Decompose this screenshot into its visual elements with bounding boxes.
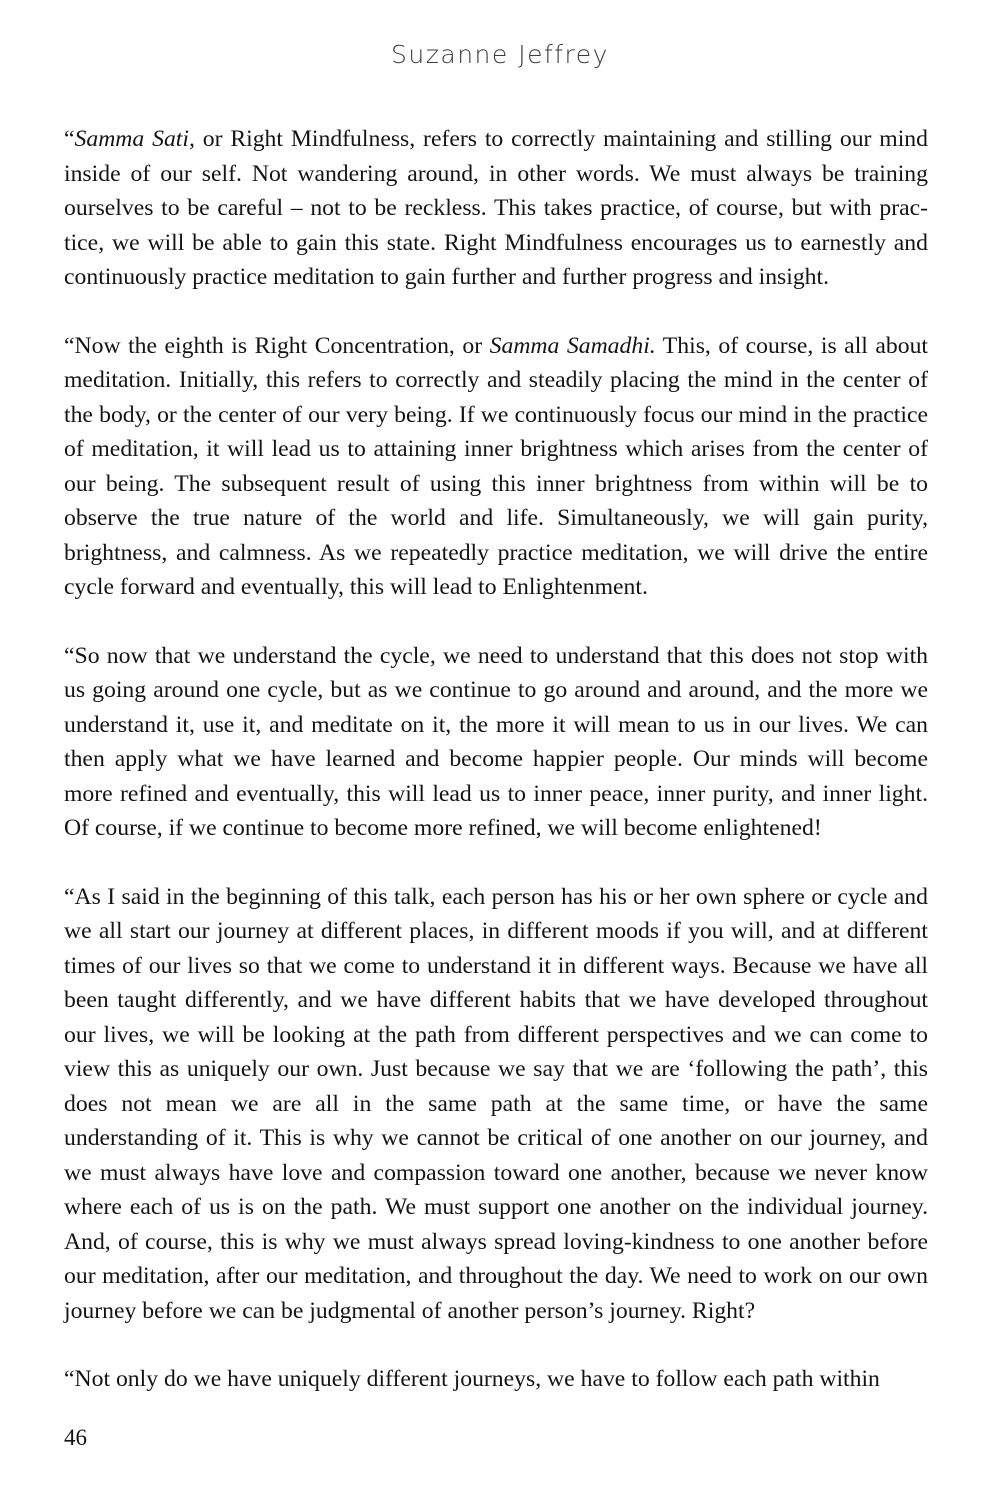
paragraph-text: “Now the eighth is Right Concentration, or: [64, 332, 490, 359]
paragraph-text: “As I said in the beginning of this talk, each person has his or her own sphere or cycle and we all start our journey at different places, in different moods if you will, and at different times of our lives so that we come to understand it in different ways. Because we have all been taught differently, and we have different habits that we have developed throughout our lives, we will be looking at the path from different perspectives and we can come to view this as uniquely our own. Just because we say that we are ‘following the path’, this does not mean we are all in the same path at the same time, or have the same understanding of it. This is why we cannot be critical of one another on our journey, and we must always have love and compassion toward one another, because we never know where each of us is on the path. We must support one another on the individual journey. And, of course, this is why we must always spread loving-kindness to one another before our meditation, after our meditation, and throughout the day. We need to work on our own journey before we can be judgmental of another person’s journey. Right?: [64, 883, 928, 1324]
pali-term: Samma Sati,: [74, 126, 195, 152]
paragraph-text: This, of course, is all about meditation. Initially, this refers to correctly and steadily placing the mind in the center of the body, or the center of our very being. If we continuously focus our mind in the practice of meditation, it will lead us to attaining inner brightness which arises from the center of our being. The subsequent result of using this inner brightness from within will be to observe the true nature of the world and life. Simultaneously, we will gain purity, brightness, and calmness. As we repeatedly practice meditation, we will drive the entire cycle forward and eventually, this will lead to Enlightenment.: [64, 332, 928, 600]
paragraph-text: “Not only do we have uniquely different journeys, we have to follow each path within: [64, 1366, 880, 1392]
paragraph-text: “So now that we understand the cycle, we need to understand that this does not stop with us going around one cycle, but as we continue to go around and around, and the more we understand it, use it, and meditate on it, the more it will mean to us in our lives. We can then apply what we have learned and become happier people. Our minds will become more refined and eventually, this will lead us to inner peace, inner purity, and inner light. Of course, if we continue to become more refined, we will become enlightened!: [64, 642, 928, 841]
paragraph-right-mindfulness: [64, 122, 928, 295]
body-text: [64, 122, 928, 1431]
paragraph-cycle: [64, 639, 928, 846]
open-quote: “: [64, 126, 75, 152]
paragraph-text: or Right Mindfulness, refers to correctly maintaining and stilling our mind inside of our self. Not wandering around, in other words. We must always be training ourselves to be careful – not to be reckless. This takes practice, of course, but with practice, we will be able to gain this state. Right Mindfulness encourages us to earnestly and continuously practice meditation to gain further and further progress and insight.: [64, 126, 928, 290]
running-head-author: Suzanne Jeffrey: [391, 40, 609, 69]
paragraph-different-journeys: [64, 1362, 928, 1397]
page-number: 46: [64, 1425, 87, 1450]
paragraph-individual-journey: [64, 880, 928, 1329]
paragraph-right-concentration: [64, 329, 928, 605]
pali-term: Samma Samadhi.: [489, 332, 656, 359]
